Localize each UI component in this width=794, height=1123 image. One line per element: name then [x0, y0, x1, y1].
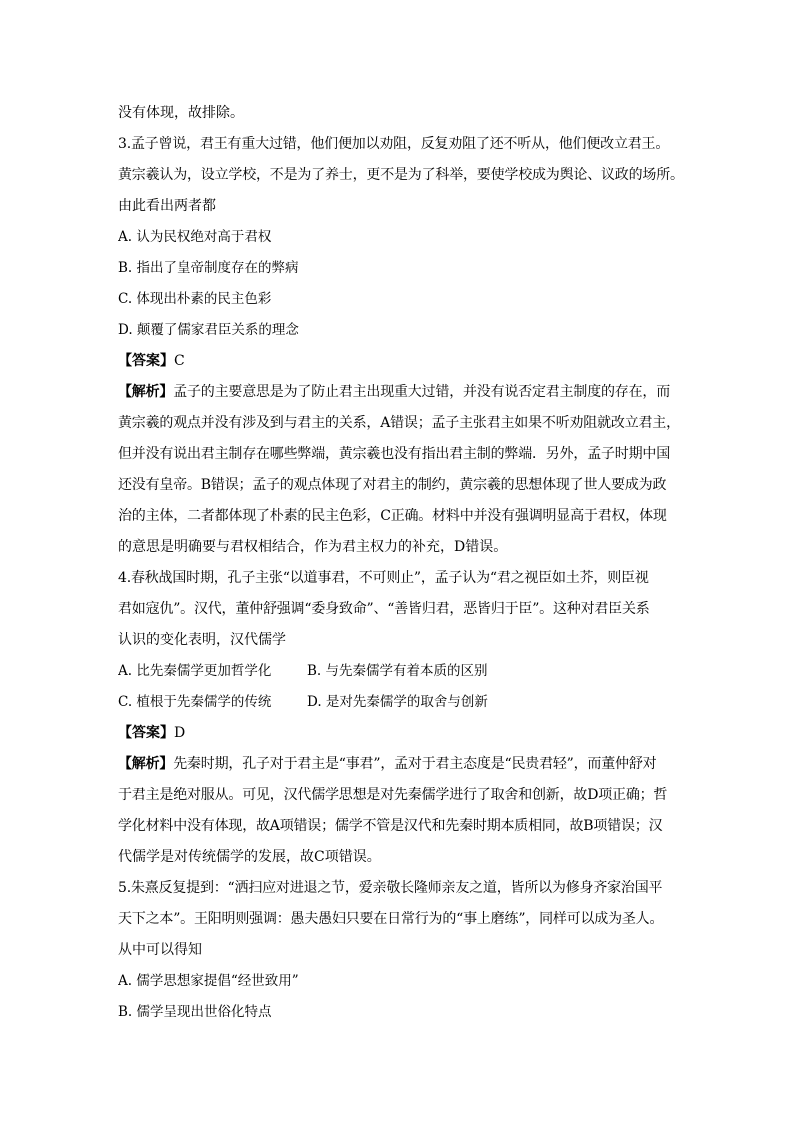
analysis-line: 于君主是绝对服从。可见，汉代儒学思想是对先秦儒学进行了取舍和创新，故D项正确；哲	[118, 787, 668, 803]
analysis-text: 先秦时期，孔子对于君主是“事君”，孟对于君主态度是“民贵君轻”，而董仲舒对	[173, 756, 657, 772]
question-3-analysis	[118, 377, 684, 408]
analysis-line: 还没有皇帝。B错误；孟子的观点体现了对君主的制约，黄宗羲的思想体现了世人要成为政	[118, 477, 667, 493]
question-3-stem-cont: 黄宗羲认为，设立学校，不是为了养士，更不是为了科举，要使学校成为舆论、议政的场所。	[118, 167, 684, 183]
answer-label: 【答案】	[118, 353, 174, 369]
question-4-options-row-1	[118, 656, 684, 687]
question-3-option-b: B. 指出了皇帝制度存在的弊病	[118, 260, 299, 276]
analysis-line: 治的主体，二者都体现了朴素的民主色彩，C正确。材料中并没有强调明显高于君权，体现	[118, 508, 667, 524]
question-4-stem-end: 认识的变化表明，汉代儒学	[118, 632, 286, 648]
question-3-answer	[118, 346, 684, 377]
text-line: 没有体现，故排除。	[118, 105, 244, 121]
analysis-line: 学化材料中没有体现，故A项错误；儒学不管是汉代和先秦时期本质相同，故B项错误；汉	[118, 818, 663, 834]
question-3-option-c: C. 体现出朴素的民主色彩	[118, 291, 272, 307]
question-4-options-row-2	[118, 687, 684, 718]
question-4-stem-cont: 君如寇仇”。汉代，董仲舒强调“委身致命”、“善皆归君，恶皆归于臣”。这种对君臣关系	[118, 601, 650, 617]
analysis-label: 【解析】	[118, 756, 174, 772]
question-5-stem: 5.朱熹反复提到：“洒扫应对进退之节，爱亲敬长隆师亲友之道，皆所以为修身齐家治国平	[118, 880, 663, 896]
question-5-stem-cont: 天下之本”。王阳明则强调：愚夫愚妇只要在日常行为的“事上磨练”，同样可以成为圣人。	[118, 911, 664, 927]
analysis-line: 黄宗羲的观点并没有涉及到与君主的关系，A错误；孟子主张君主如果不听劝阻就改立君主，	[118, 415, 680, 431]
analysis-line: 但并没有说出君主制存在哪些弊端，黄宗羲也没有指出君主制的弊端．另外，孟子时期中国	[118, 446, 670, 462]
question-4-option-c: C. 植根于先秦儒学的传统	[118, 694, 272, 710]
question-4-analysis	[118, 749, 684, 780]
question-4-stem: 4.春秋战国时期，孔子主张“以道事君，不可则止”，孟子认为“君之视臣如土芥，则臣视	[118, 570, 649, 586]
question-4-option-a: A. 比先秦儒学更加哲学化	[118, 663, 272, 679]
answer-label: 【答案】	[118, 725, 174, 741]
question-5-option-a: A. 儒学思想家提倡“经世致用”	[118, 973, 299, 989]
answer-value: D	[174, 725, 186, 741]
analysis-label: 【解析】	[118, 384, 174, 400]
question-3-stem: 3.孟子曾说，君王有重大过错，他们便加以劝阻，反复劝阻了还不听从，他们便改立君王。	[118, 136, 670, 152]
answer-value: C	[174, 353, 185, 369]
analysis-text: 孟子的主要意思是为了防止君主出现重大过错，并没有说否定君主制度的存在，而	[173, 384, 671, 400]
analysis-line: 代儒学是对传统儒学的发展，故C项错误。	[118, 849, 381, 865]
question-5-option-b: B. 儒学呈现出世俗化特点	[118, 1004, 272, 1020]
question-4-option-d: D. 是对先秦儒学的取舍与创新	[307, 694, 488, 710]
question-3-stem-end: 由此看出两者都	[118, 198, 216, 214]
question-5-stem-end: 从中可以得知	[118, 942, 202, 958]
analysis-line: 的意思是明确要与君权相结合，作为君主权力的补充，D错误。	[118, 539, 508, 555]
question-4-option-b: B. 与先秦儒学有着本质的区别	[307, 663, 488, 679]
question-4-answer	[118, 718, 684, 749]
document-page	[118, 98, 684, 1028]
question-3-option-d: D. 颠覆了儒家君臣关系的理念	[118, 322, 299, 338]
question-3-option-a: A. 认为民权绝对高于君权	[118, 229, 272, 245]
